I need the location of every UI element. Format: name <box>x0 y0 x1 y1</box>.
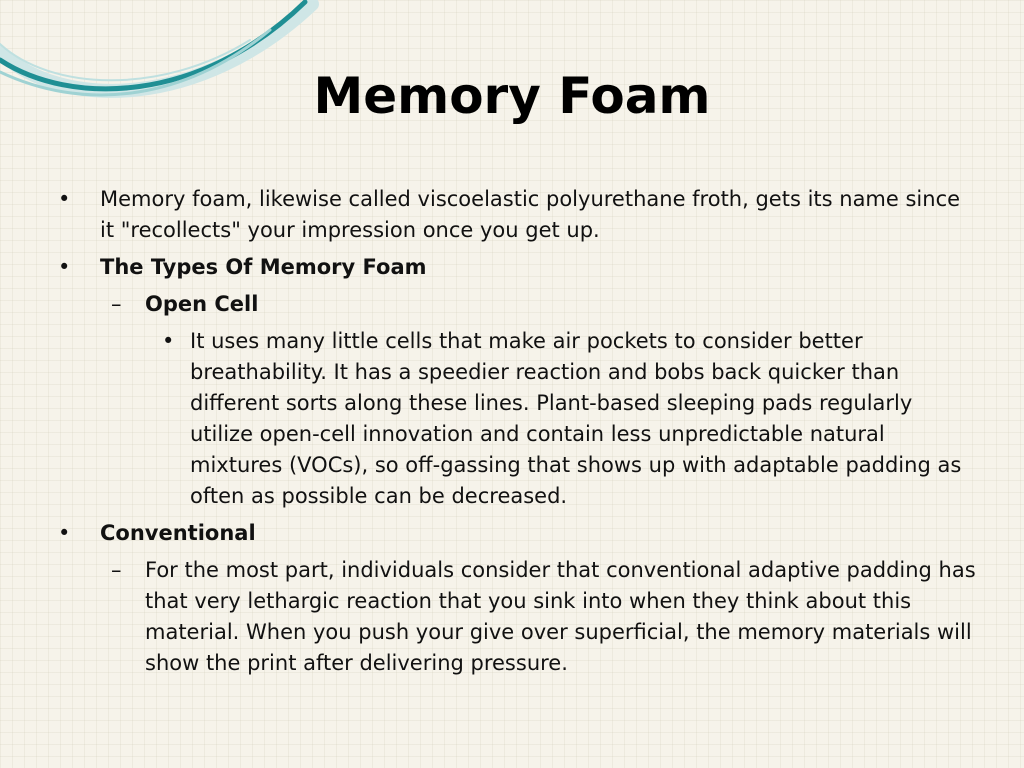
bullet-types-heading <box>56 252 976 283</box>
dash-marker: – <box>111 292 122 316</box>
subsubbullet-text: It uses many little cells that make air pockets to consider better breathability. It has a speedier reaction and bobs back quicker than different sorts along these lines. Plant-based sleeping pads regularly utilize open-cell innovation and contain less unpredictable natural mixtures (VOCs), so off-gassing that shows up with adaptable padding as often as possible can be decreased. <box>190 329 962 508</box>
subbullet-conventional-description <box>56 555 976 679</box>
dash-marker: – <box>111 558 122 582</box>
bullet-marker: • <box>58 187 71 211</box>
slide-title: Memory Foam <box>313 67 711 125</box>
bullet-marker: • <box>162 329 175 353</box>
subbullet-text: For the most part, individuals consider that conventional adaptive padding has that very lethargic reaction that you sink into when they think about this material. When you push your give over superficial, the memory materials will show the print after delivering pressure. <box>145 558 976 675</box>
subbullet-open-cell <box>56 289 976 320</box>
subsubbullet-open-cell-description <box>56 326 976 512</box>
bullet-text: Memory foam, likewise called viscoelastic polyurethane froth, gets its name since it "recollects" your impression once you get up. <box>100 187 961 242</box>
bullet-memory-foam-definition <box>56 184 976 246</box>
bullet-marker: • <box>58 255 71 279</box>
bullet-marker: • <box>58 521 71 545</box>
subbullet-text: Open Cell <box>145 292 259 316</box>
slide-content <box>56 184 976 685</box>
bullet-conventional-heading <box>56 518 976 549</box>
bullet-text: Conventional <box>100 521 256 545</box>
bullet-text: The Types Of Memory Foam <box>100 255 427 279</box>
